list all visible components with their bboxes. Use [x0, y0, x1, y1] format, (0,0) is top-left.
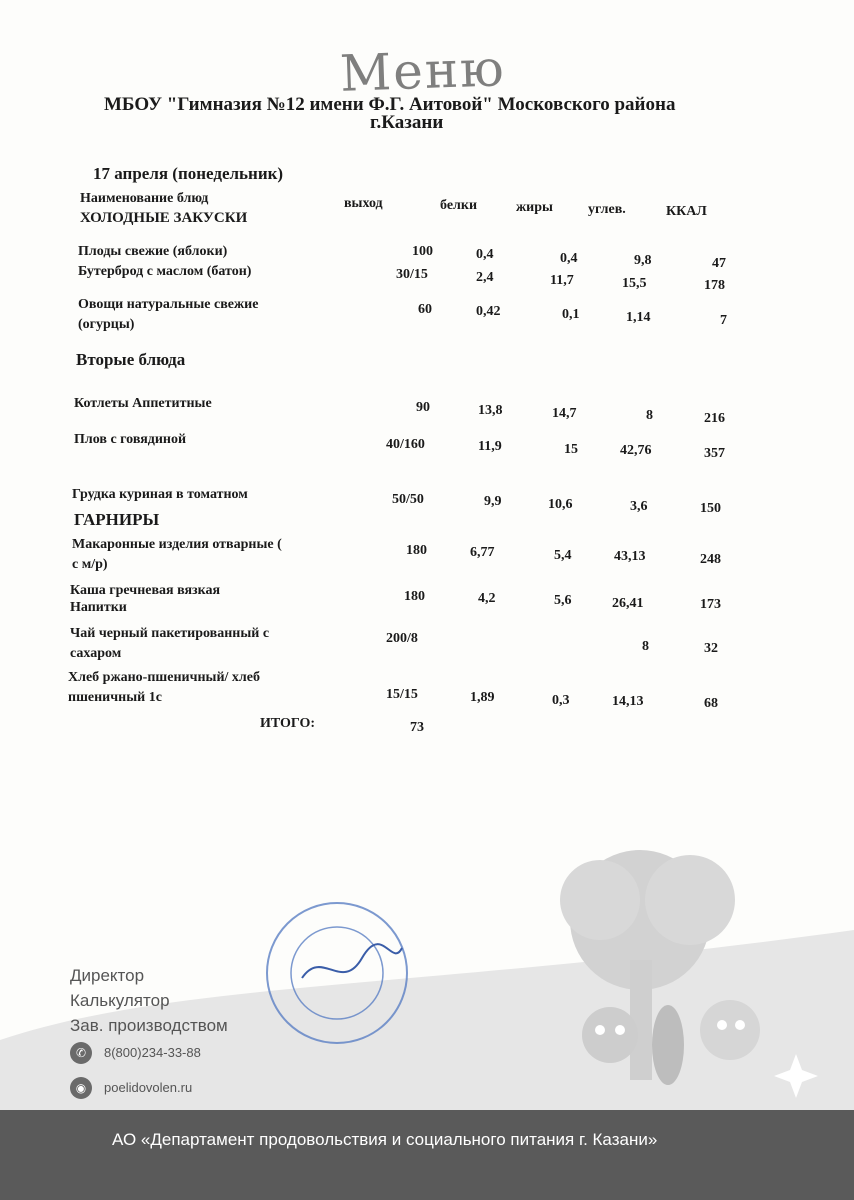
menu-handwritten-word: Меню: [339, 39, 507, 103]
row-carbs: 42,76: [620, 443, 652, 458]
globe-icon: ◉: [70, 1077, 92, 1099]
row-fat: 5,6: [554, 593, 572, 608]
footer-phone: 8(800)234-33-88: [104, 1045, 201, 1060]
row-kcal: 68: [704, 696, 718, 711]
row-name: Каша гречневая вязкая: [70, 583, 221, 598]
phone-icon: ✆: [70, 1042, 92, 1064]
col-carbs-header: углев.: [588, 202, 626, 217]
row-protein: 0,42: [476, 304, 501, 319]
menu-date: 17 апреля (понедельник): [93, 164, 284, 183]
footer-band: [0, 1110, 854, 1200]
row-output: 90: [416, 400, 430, 415]
row-name: Овощи натуральные свежие: [78, 297, 259, 312]
row-name: Макаронные изделия отварные (: [72, 537, 282, 552]
row-name-cont: сахаром: [70, 646, 122, 661]
row-kcal: 178: [704, 278, 725, 293]
row-name: Бутерброд с маслом (батон): [78, 264, 252, 279]
row-output: 180: [406, 543, 427, 558]
row-carbs: 43,13: [614, 549, 646, 564]
row-kcal: 248: [700, 552, 721, 567]
row-carbs: 26,41: [612, 596, 644, 611]
footer-role-production-head: Зав. производством: [70, 1016, 228, 1035]
row-kcal: 32: [704, 641, 718, 656]
row-output: 30/15: [396, 267, 428, 282]
total-value: 73: [410, 720, 424, 735]
row-name: Котлеты Аппетитные: [74, 396, 212, 411]
footer-role-director: Директор: [70, 966, 145, 985]
col-name-header: Наименование блюд: [80, 191, 209, 206]
row-name-cont: пшеничный 1с: [68, 690, 162, 705]
row-carbs: 1,14: [626, 310, 651, 325]
row-protein: 9,9: [484, 494, 502, 509]
row-output: 15/15: [386, 687, 418, 702]
row-name-cont: с м/р): [72, 557, 108, 572]
col-kcal-header: ККАЛ: [666, 204, 707, 219]
row-protein: 6,77: [470, 545, 495, 560]
row-protein: 4,2: [478, 591, 496, 606]
row-fat: 0,4: [560, 251, 578, 266]
row-carbs: 8: [646, 408, 653, 423]
row-name: Плоды свежие (яблоки): [78, 244, 228, 259]
row-name: Плов с говядиной: [74, 432, 187, 447]
section-second: Вторые блюда: [76, 350, 186, 369]
row-output: 50/50: [392, 492, 424, 507]
row-protein: 2,4: [476, 270, 494, 285]
row-carbs: 9,8: [634, 253, 652, 268]
row-carbs: 14,13: [612, 694, 644, 709]
row-protein: 13,8: [478, 403, 503, 418]
row-name: Чай черный пакетированный с: [70, 626, 270, 641]
footer-role-calculator: Калькулятор: [70, 991, 170, 1010]
section-garnish: ГАРНИРЫ: [74, 510, 160, 529]
row-kcal: 216: [704, 411, 725, 426]
footer-website: poelidovolen.ru: [104, 1080, 193, 1095]
row-carbs: 3,6: [630, 499, 648, 514]
row-output: 100: [412, 244, 433, 259]
row-protein: 1,89: [470, 690, 495, 705]
col-output-header: выход: [344, 196, 383, 211]
row-name-cont: (огурцы): [78, 317, 135, 332]
col-protein-header: белки: [440, 198, 478, 213]
row-name: Хлеб ржано-пшеничный/ хлеб: [68, 670, 260, 685]
row-name: Грудка куриная в томатном: [72, 487, 248, 502]
row-fat: 0,3: [552, 693, 570, 708]
org-title-line2: г.Казани: [370, 112, 444, 133]
official-stamp: [262, 898, 412, 1048]
row-protein: 11,9: [478, 439, 502, 454]
row-kcal: 47: [712, 256, 726, 271]
row-carbs: 15,5: [622, 276, 647, 291]
row-fat: 11,7: [550, 273, 574, 288]
total-label: ИТОГО:: [260, 716, 316, 731]
row-fat: 14,7: [552, 406, 577, 421]
footer-company-name: АО «Департамент продовольствия и социального питания г. Казани»: [112, 1130, 658, 1149]
section-drinks: Напитки: [70, 600, 127, 615]
row-output: 180: [404, 589, 425, 604]
row-output: 40/160: [386, 437, 425, 452]
row-fat: 15: [564, 442, 578, 457]
row-fat: 0,1: [562, 307, 580, 322]
org-title-line1: МБОУ "Гимназия №12 имени Ф.Г. Аитовой" Московского района: [104, 94, 676, 115]
row-fat: 10,6: [548, 497, 573, 512]
row-output: 200/8: [386, 631, 418, 646]
section-cold: ХОЛОДНЫЕ ЗАКУСКИ: [80, 210, 248, 226]
row-carbs: 8: [642, 639, 649, 654]
col-fat-header: жиры: [516, 200, 553, 215]
row-protein: 0,4: [476, 247, 494, 262]
row-kcal: 150: [700, 501, 721, 516]
row-output: 60: [418, 302, 432, 317]
row-kcal: 173: [700, 597, 721, 612]
row-kcal: 357: [704, 446, 725, 461]
row-kcal: 7: [720, 313, 727, 328]
row-fat: 5,4: [554, 548, 572, 563]
